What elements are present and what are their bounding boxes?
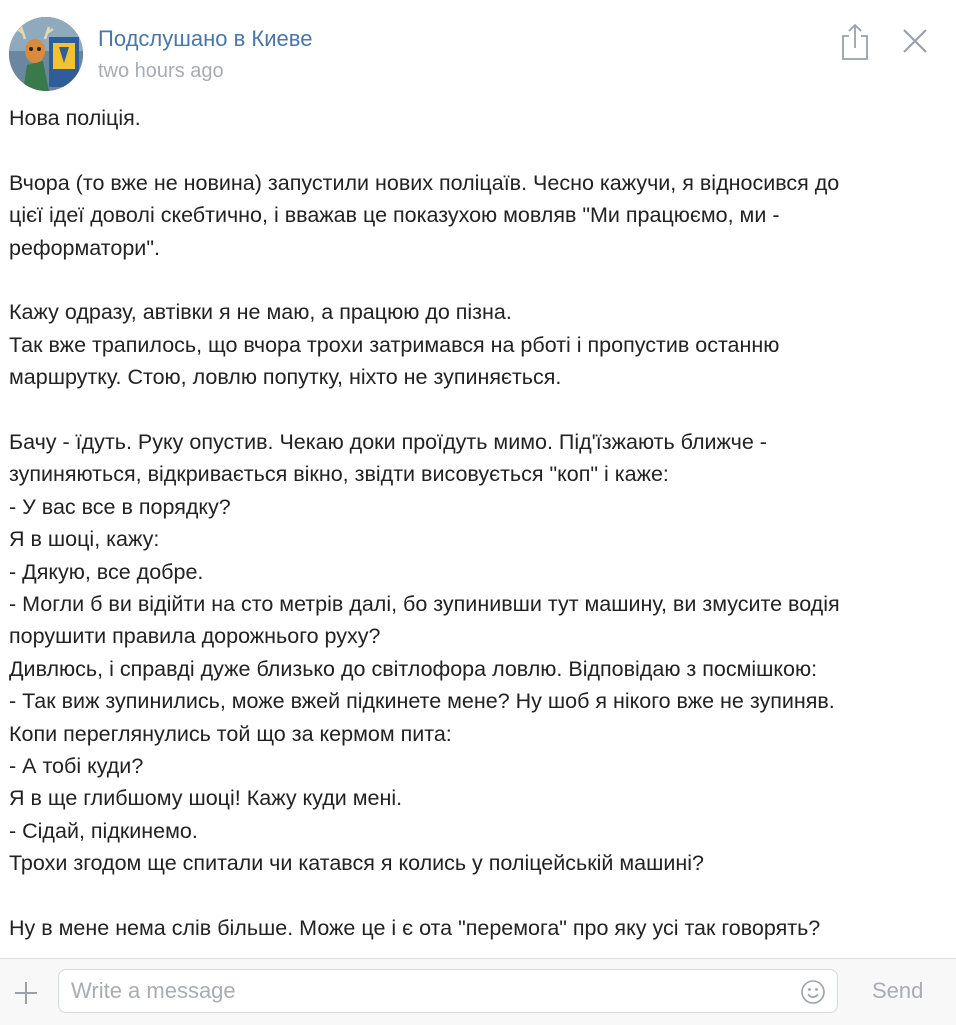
paragraph-gap bbox=[9, 134, 944, 166]
message-field[interactable] bbox=[58, 969, 838, 1013]
close-button[interactable] bbox=[898, 24, 932, 58]
post-line: - Так виж зупинились, може вжей підкинете мене? Ну шоб я нікого вже не зупиняв. bbox=[9, 689, 835, 714]
share-icon bbox=[838, 22, 872, 62]
smiley-icon bbox=[800, 979, 826, 1005]
attach-button[interactable] bbox=[12, 979, 40, 1007]
post-line: цієї ідеї доволі скебтично, і вважав це показухою мовляв "Ми працюємо, ми - bbox=[9, 203, 780, 228]
post-line: реформатори". bbox=[9, 235, 160, 260]
post-line: - У вас все в порядку? bbox=[9, 494, 231, 519]
post-line: Вчора (то вже не новина) запустили нових поліцаїв. Чесно кажучи, я відносився до bbox=[9, 170, 840, 195]
post-line: - Дякую, все добре. bbox=[9, 559, 204, 584]
avatar[interactable] bbox=[9, 17, 83, 91]
post-line: Копи переглянулись той що за кермом пита: bbox=[9, 721, 452, 746]
avatar-image bbox=[9, 17, 83, 91]
post-header bbox=[0, 0, 956, 100]
plus-icon bbox=[12, 979, 40, 1007]
post-line: Я в шоці, кажу: bbox=[9, 527, 160, 552]
close-icon bbox=[898, 24, 932, 58]
post-text bbox=[9, 102, 944, 945]
post-timestamp: two hours ago bbox=[98, 60, 224, 82]
share-button[interactable] bbox=[838, 22, 872, 62]
paragraph-gap bbox=[9, 880, 944, 912]
paragraph-gap bbox=[9, 264, 944, 296]
post-line: - А тобі куди? bbox=[9, 754, 144, 779]
post-line: зупиняються, відкривається вікно, звідти висовується "коп" і каже: bbox=[9, 462, 669, 487]
post-line: Нова поліція. bbox=[9, 106, 141, 130]
post-line: порушити правила дорожнього руху? bbox=[9, 624, 381, 649]
emoji-button[interactable] bbox=[800, 979, 826, 1005]
post-line: - Сідай, підкинемо. bbox=[9, 818, 198, 843]
post-line: Бачу - їдуть. Руку опустив. Чекаю доки проїдуть мимо. Під'їзжають ближче - bbox=[9, 430, 767, 455]
paragraph-gap bbox=[9, 394, 944, 426]
send-button[interactable]: Send bbox=[872, 978, 924, 1003]
post-line: Я в ще глибшому шоці! Кажу куди мені. bbox=[9, 786, 403, 811]
message-input[interactable] bbox=[71, 970, 791, 1012]
post-line: Кажу одразу, автівки я не маю, а працюю до пізна. bbox=[9, 300, 512, 325]
group-name[interactable]: Подслушано в Киеве bbox=[98, 26, 313, 51]
post-line: Ну в мене нема слів більше. Може це і є ота "перемога" про яку усі так говорять? bbox=[9, 916, 821, 941]
message-composer bbox=[0, 958, 956, 1025]
post-line: Дивлюсь, і справді дуже близько до світлофора ловлю. Відповідаю з посмішкою: bbox=[9, 656, 818, 681]
post-line: Так вже трапилось, що вчора трохи затримався на рботі і пропустив останню bbox=[9, 332, 780, 357]
post-line: Трохи згодом ще спитали чи катався я колись у поліцейській машині? bbox=[9, 851, 704, 876]
post-line: - Могли б ви відійти на сто метрів далі, бо зупинивши тут машину, ви змусите водія bbox=[9, 592, 840, 617]
post-line: маршрутку. Стою, ловлю попутку, ніхто не зупиняється. bbox=[9, 365, 562, 390]
